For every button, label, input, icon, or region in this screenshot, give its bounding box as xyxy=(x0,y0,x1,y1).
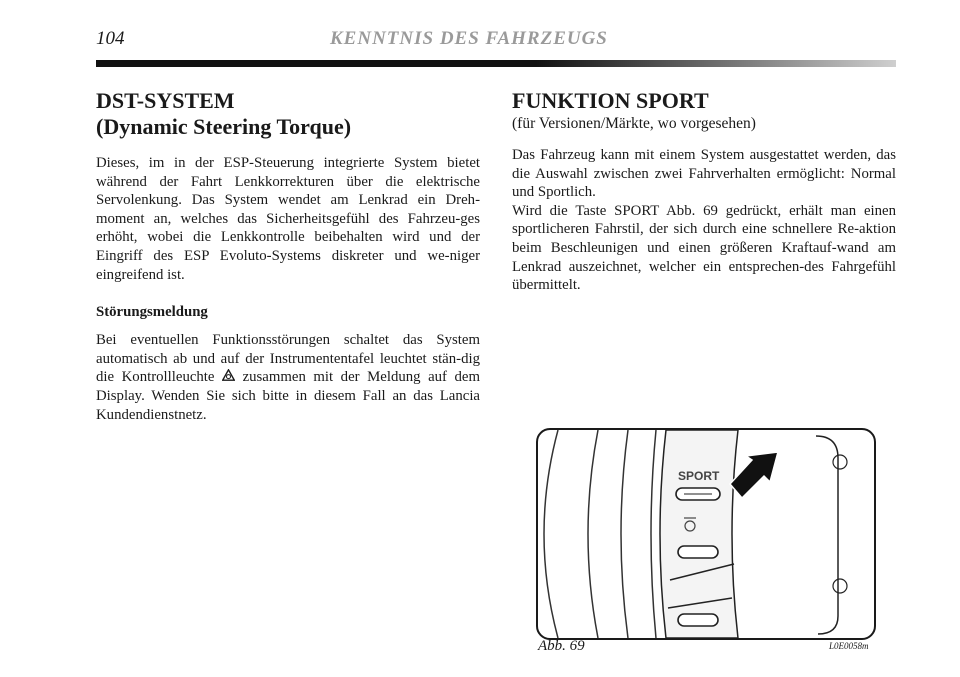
page-number: 104 xyxy=(96,28,125,49)
sport-title: FUNKTION SPORT xyxy=(512,88,709,113)
dst-subtitle: (Dynamic Steering Torque) xyxy=(96,114,352,139)
pointer-arrow-icon xyxy=(730,452,778,498)
dst-title: DST-SYSTEM xyxy=(96,88,235,113)
sport-subtitle: (für Versionen/Märkte, wo vorgesehen) xyxy=(512,115,756,132)
figure-sport-button xyxy=(536,428,876,640)
fault-text xyxy=(96,331,480,424)
fault-text-before: Bei eventuellen Funktionsstörungen schaltet das System automatisch ab und auf der Instrumententafel leuchtet stän-dig die Kontrollleuchte xyxy=(96,332,480,386)
figure-caption: Abb. 69 xyxy=(538,638,585,654)
header-rule xyxy=(96,60,896,67)
sport-label: SPORT xyxy=(678,469,720,483)
fault-heading: Störungsmeldung xyxy=(96,304,208,321)
right-column xyxy=(512,88,896,295)
sport-body: Das Fahrzeug kann mit einem System ausgestattet werden, das die Auswahl zwischen zwei Fahrverhalten ermöglicht: Normal und Sportlich. Wird die Taste SPORT Abb. 69 gedrückt, erhält man einen sportlicheren Fahrstil, der sich durch eine schnellere Re-aktion beim Beschleunigen und einen größeren Kraftauf-wand am Lenkrad auszeichnet, welcher ein entsprechen-des Fahrgefühl übermittelt. xyxy=(512,147,896,294)
dst-intro: Dieses, im in der ESP-Steuerung integrierte System bietet während der Fahrt Lenkkorrekturen über die elektrische Servolenkung. Das System wendet am Lenkrad ein Dreh-moment an, welches das Sicherheitsgefühl des Fahrzeu-ges erhöht, wobei die Lenkkontrolle beibehalten wird und der Eingriff des ESP Evoluto-Systems diskreter und we-niger eingreifend ist. xyxy=(96,155,480,283)
sport-button-illustration xyxy=(538,430,874,638)
fault-text-after: zusammen mit der Meldung auf dem Display. Wenden Sie sich bitte in diesem Fall an das Lancia Kundendienstnetz. xyxy=(96,369,480,423)
screw-icon xyxy=(833,455,847,469)
left-column xyxy=(96,88,480,424)
running-head: KENNTNIS DES FAHRZEUGS xyxy=(330,28,608,49)
screw-icon xyxy=(833,579,847,593)
figure-code: L0E0058m xyxy=(829,641,869,651)
steering-warning-icon xyxy=(222,368,235,387)
